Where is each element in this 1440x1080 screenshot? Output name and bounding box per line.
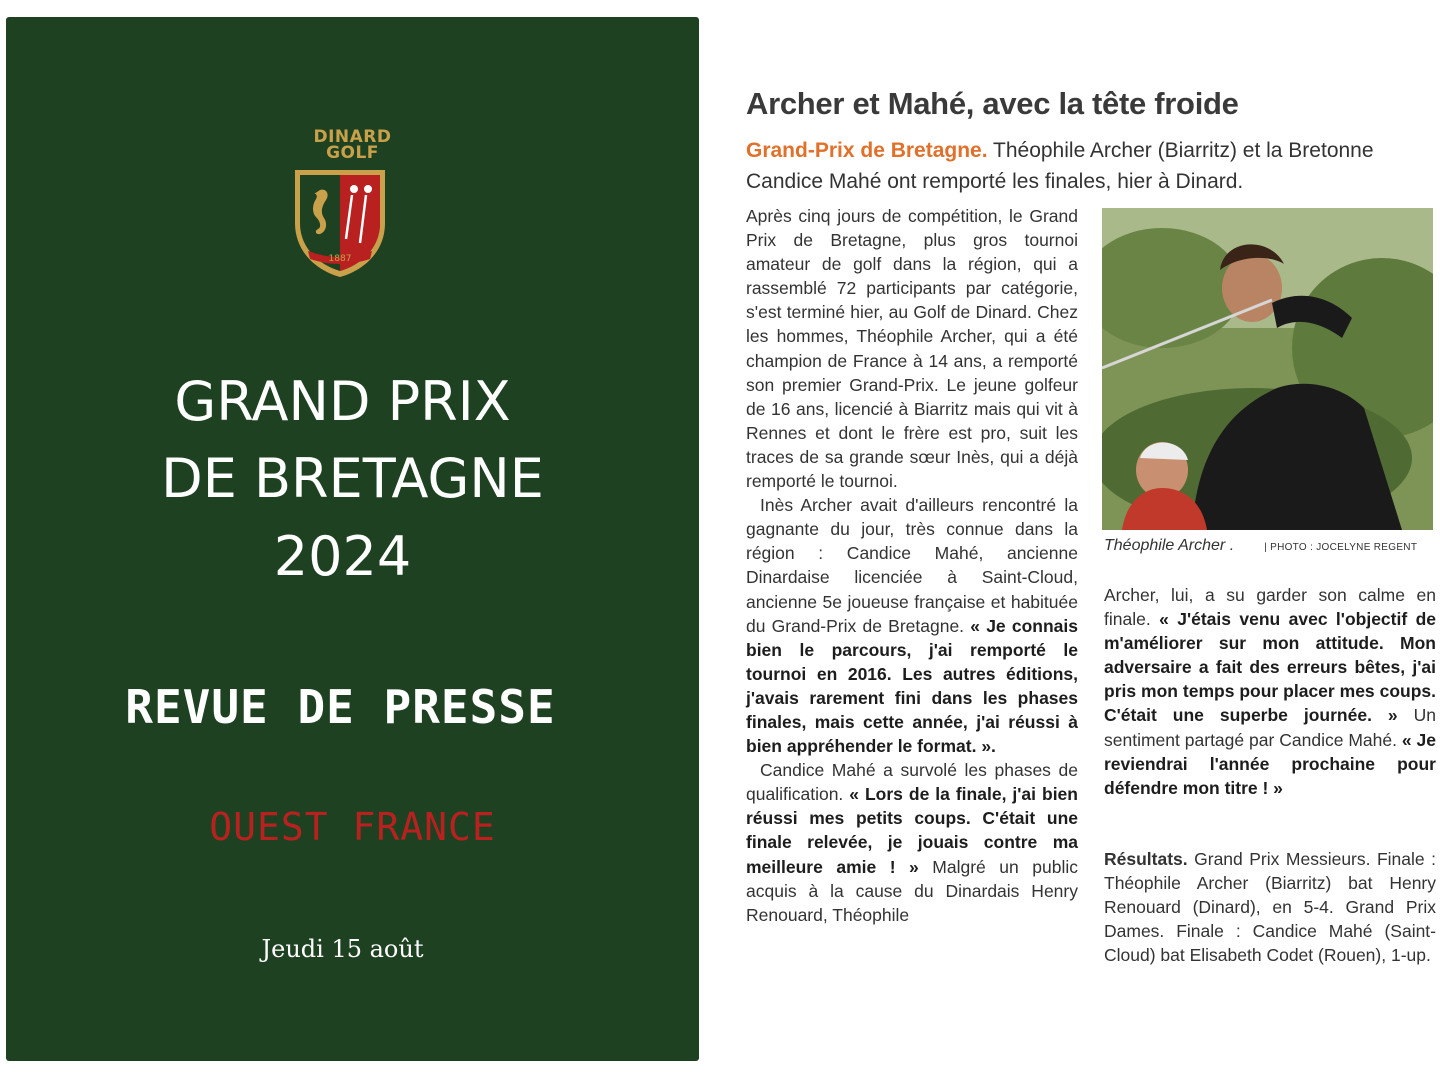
article-text: Inès Archer avait d'ailleurs rencontré la gagnante du jour, très connue dans la région : Candice Mahé, ancienne Dinardaise licenciée à Saint-Cloud, ancienne 5e joueuse française et habituée du Grand-Prix de Bretagne. [746, 495, 1078, 636]
article-paragraph [746, 758, 1078, 927]
article-text: Un sentiment partagé par Candice Mahé. [1104, 705, 1436, 750]
article-results [1104, 847, 1436, 967]
dinard-golf-shield-logo [290, 165, 390, 280]
article-text: Archer, lui, a su garder son calme en finale. [1104, 585, 1436, 630]
article-column-right [1104, 583, 1436, 800]
title-line-de-bretagne: DE BRETAGNE [161, 447, 544, 510]
article-paragraph [746, 493, 1078, 758]
subtitle-revue-de-presse: REVUE DE PRESSE [125, 680, 556, 734]
photo-caption-name: Théophile Archer . [1104, 537, 1235, 554]
article-quote: « Je reviendrai l'année prochaine pour défendre mon titre ! » [1104, 729, 1437, 798]
article-headline: Archer et Mahé, avec la tête froide [746, 86, 1239, 121]
results-text: Grand Prix Messieurs. Finale : Théophile Archer (Biarritz) bat Henry Renouard (Dinard), en 5-4. Grand Prix Dames. Finale : Candice Mahé (Saint-Cloud) bat Elisabeth Codet (Rouen), 1-up. [1104, 849, 1436, 966]
article-paragraph: Après cinq jours de compétition, le Grand Prix de Bretagne, plus gros tournoi amateur de golf dans la région, qui a rassemblé 72 participants par catégorie, s'est terminé hier, au Golf de Dinard. Chez les hommes, Théophile Archer, qui a été champion de France à 14 ans, a remporté son premier Grand-Prix. Le jeune golfeur de 16 ans, licencié à Biarritz mais qui vit à Rennes et dont le frère est pro, suit les traces de sa grande sœur Inès, qui a déjà remporté le tournoi. [746, 206, 1078, 492]
publication-date: Jeudi 15 août [261, 935, 424, 963]
golfer-photo-illustration [1102, 208, 1433, 530]
cover-panel [6, 17, 699, 1061]
logo-wordmark-golf: GOLF [326, 143, 379, 163]
article-quote: « Lors de la finale, j'ai bien réussi mes petits coups. C'était une finale relevée, je jouais contre ma meilleure amie ! » [746, 784, 1078, 877]
article-quote: « J'étais venu avec l'objectif de m'améliorer sur mon attitude. Mon adversaire a fait des erreurs bêtes, j'ai pris mon temps pour placer mes coups. C'était une superbe journée. » [1104, 609, 1436, 726]
article-column-left [746, 204, 1078, 927]
article-lead [746, 135, 1436, 197]
logo-wordmark-dinard: DINARD [313, 127, 392, 147]
photo-credit: | PHOTO : JOCELYNE REGENT [1264, 542, 1418, 553]
svg-text:1887: 1887 [328, 254, 352, 264]
title-line-year: 2024 [273, 525, 412, 588]
results-label: Résultats. [1104, 849, 1188, 869]
article-quote: « Je connais bien le parcours, j'ai remporté le tournoi en 2016. Les autres éditions, j'avais rarement fini dans les phases finales, mais cette année, j'ai réussi à bien appréhender le format. ». [746, 615, 1078, 757]
article-paragraph [1104, 583, 1436, 800]
newspaper-clipping [733, 80, 1438, 1000]
newspaper-name: OUEST FRANCE [209, 805, 496, 849]
article-kicker: Grand-Prix de Bretagne. [746, 139, 988, 162]
article-lead-text: Théophile Archer (Biarritz) et la Bretonne Candice Mahé ont remporté les finales, hier à Dinard. [746, 139, 1374, 193]
article-text: Malgré un public acquis à la cause du Dinardais Henry Renouard, Théophile [746, 856, 1078, 925]
photo-caption [1104, 537, 1436, 555]
article-text: Candice Mahé a survolé les phases de qualification. [746, 760, 1078, 805]
title-line-grand-prix: GRAND PRIX [174, 370, 511, 433]
article-photo-golfer [1102, 208, 1433, 530]
